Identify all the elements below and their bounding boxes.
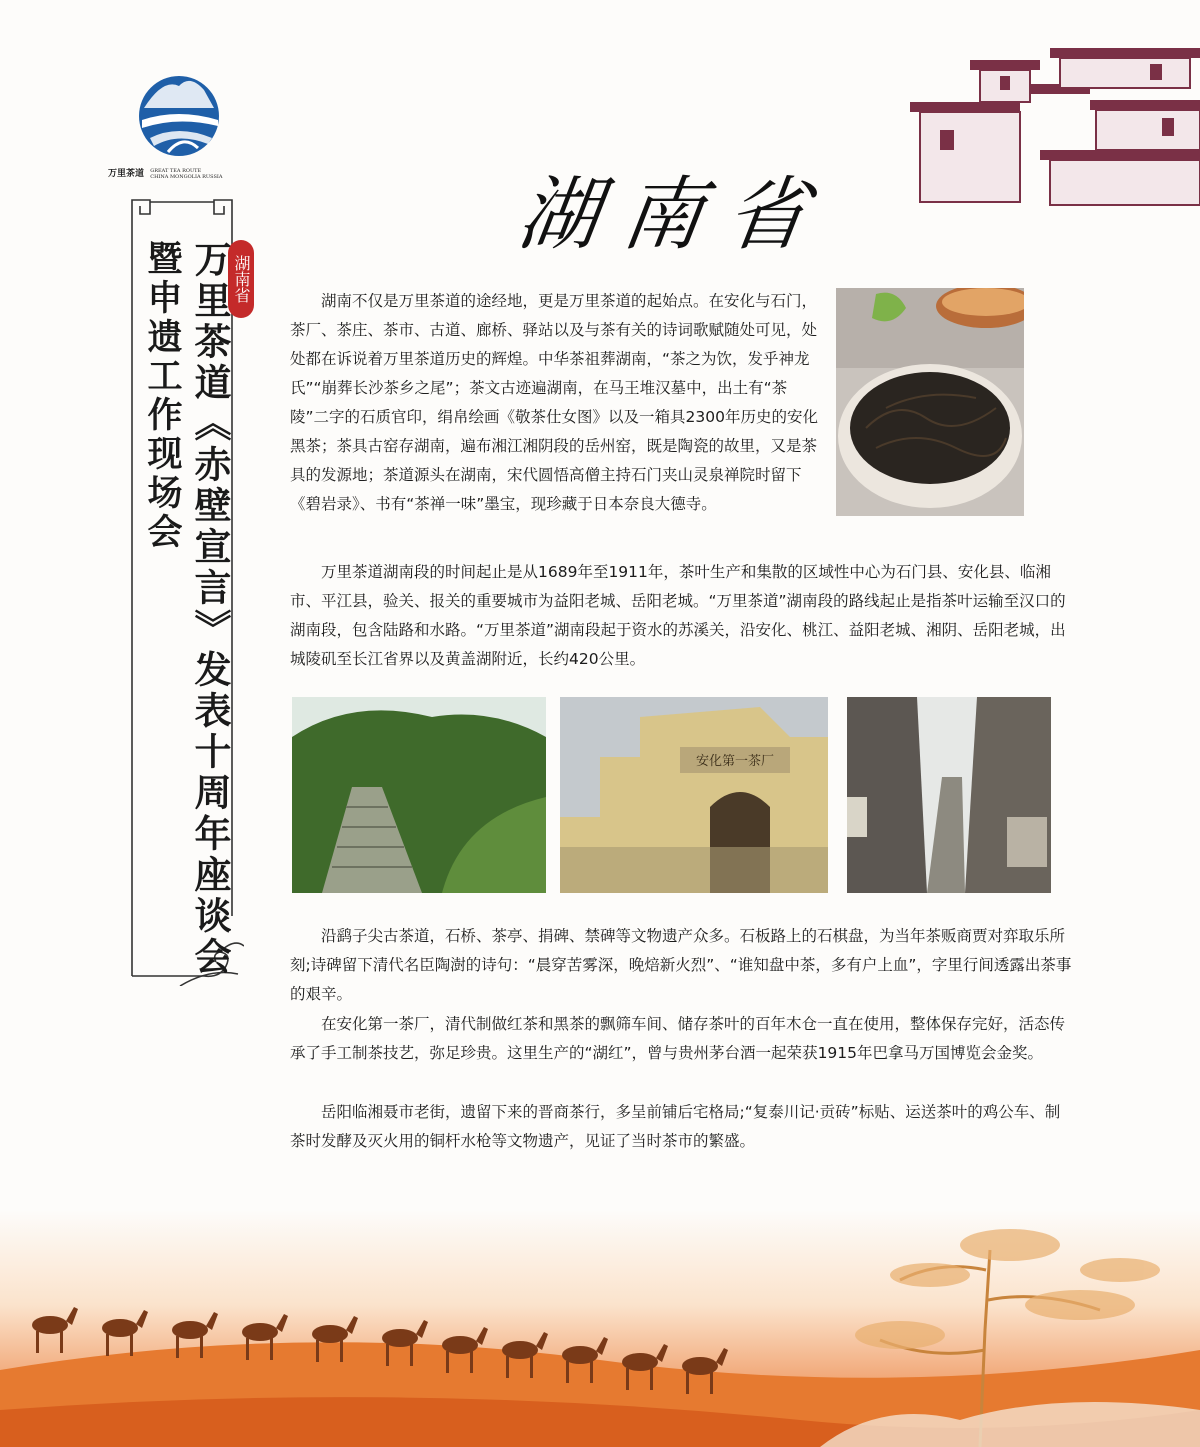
- province-badge: 湖南省: [228, 240, 254, 318]
- paragraph-intro: 湖南不仅是万里茶道的途经地，更是万里茶道的起始点。在安化与石门，茶厂、茶庄、茶市、古道、廊桥、驿站以及与茶有关的诗词歌赋随处可见，处处都在诉说着万里茶道历史的辉煌。中华茶祖葬湖南，“茶之为饮，发乎神龙氏”“崩葬长沙茶乡之尾”；茶文古迹遍湖南，在马王堆汉墓中，出土有“茶陵”二字的石质官印，绢帛绘画《敬茶仕女图》以及一箱具2300年历史的安化黑茶；茶具古窑存湖南，遍布湘江湘阴段的岳州窑，既是陶瓷的故里，又是茶具的发源地；茶道源头在湖南，宋代圆悟高僧主持石门夹山灵泉禅院时留下《碧岩录》、书有“茶禅一味”墨宝，现珍藏于日本奈良大德寺。: [290, 292, 818, 513]
- stone-path-photo: [292, 697, 546, 893]
- old-street-lane-photo: [847, 697, 1051, 893]
- paragraph-nieshi-street: 岳阳临湘聂市老街，遗留下来的晋商茶行，多呈前铺后宅格局;“复泰川记·贡砖”标贴、运送茶叶的鸡公车、制茶时发酵及灭火用的铜杆水枪等文物遗产，见证了当时茶市的繁盛。: [290, 1103, 1061, 1150]
- logo-name-cn: 万里茶道: [108, 169, 145, 179]
- paragraph-anhua-factory: 在安化第一茶厂，清代制做红茶和黑茶的飘筛车间、储存茶叶的百年木仓一直在使用，整体保存完好，活态传承了手工制茶技艺，弥足珍贵。这里生产的“湖红”，曾与贵州茅台酒一起荣获1915年巴拿马万国博览会金奖。: [290, 1015, 1066, 1062]
- black-tea-bowl-photo: [836, 288, 1024, 516]
- logo-name-en-main: GREAT TEA ROUTE: [150, 168, 202, 174]
- hui-style-rooftop-decoration: [900, 40, 1200, 210]
- page-title: 湖南省: [512, 168, 838, 261]
- tea-factory-gate-photo: [560, 697, 828, 893]
- paragraph-yaozijian: 沿鹞子尖古茶道，石桥、茶亭、捐碑、禁碑等文物遗产众多。石板路上的石棋盘，为当年茶贩商贾对弈取乐所刻;诗碑留下清代名臣陶澍的诗句：“晨穿苦雾深，晚焙新火烈”、“谁知盘中茶，多有户上血”，字里行间透露出茶事的艰辛。: [290, 927, 1072, 1003]
- gate-sign-text: 安化第一茶厂: [695, 754, 774, 769]
- logo-name-en: [150, 168, 222, 180]
- camel-caravan-banner: [0, 1210, 1200, 1447]
- logo-name-en-sub: CHINA MONGOLIA RUSSIA: [150, 174, 223, 180]
- logo-caption: [108, 168, 248, 180]
- great-tea-route-logo: [138, 68, 248, 183]
- side-title-line2: 暨申遗工作现场会: [142, 240, 183, 552]
- side-title-line1: 万里茶道《赤壁宣言》发表十周年座谈会: [188, 240, 232, 978]
- paragraph-hunan-section: 万里茶道湖南段的时间起止是从1689年至1911年，茶叶生产和集散的区域性中心为石门县、安化县、临湘市、平江县，验关、报关的重要城市为益阳老城、岳阳老城。“万里茶道”湖南段的路线起止是指茶叶运输至汉口的湖南段，包含陆路和水路。“万里茶道”湖南段起于资水的苏溪关，沿安化、桃江、益阳老城、湘阴、岳阳老城，出城陵矶至长江省界以及黄盖湖附近，长约420公里。: [290, 563, 1066, 668]
